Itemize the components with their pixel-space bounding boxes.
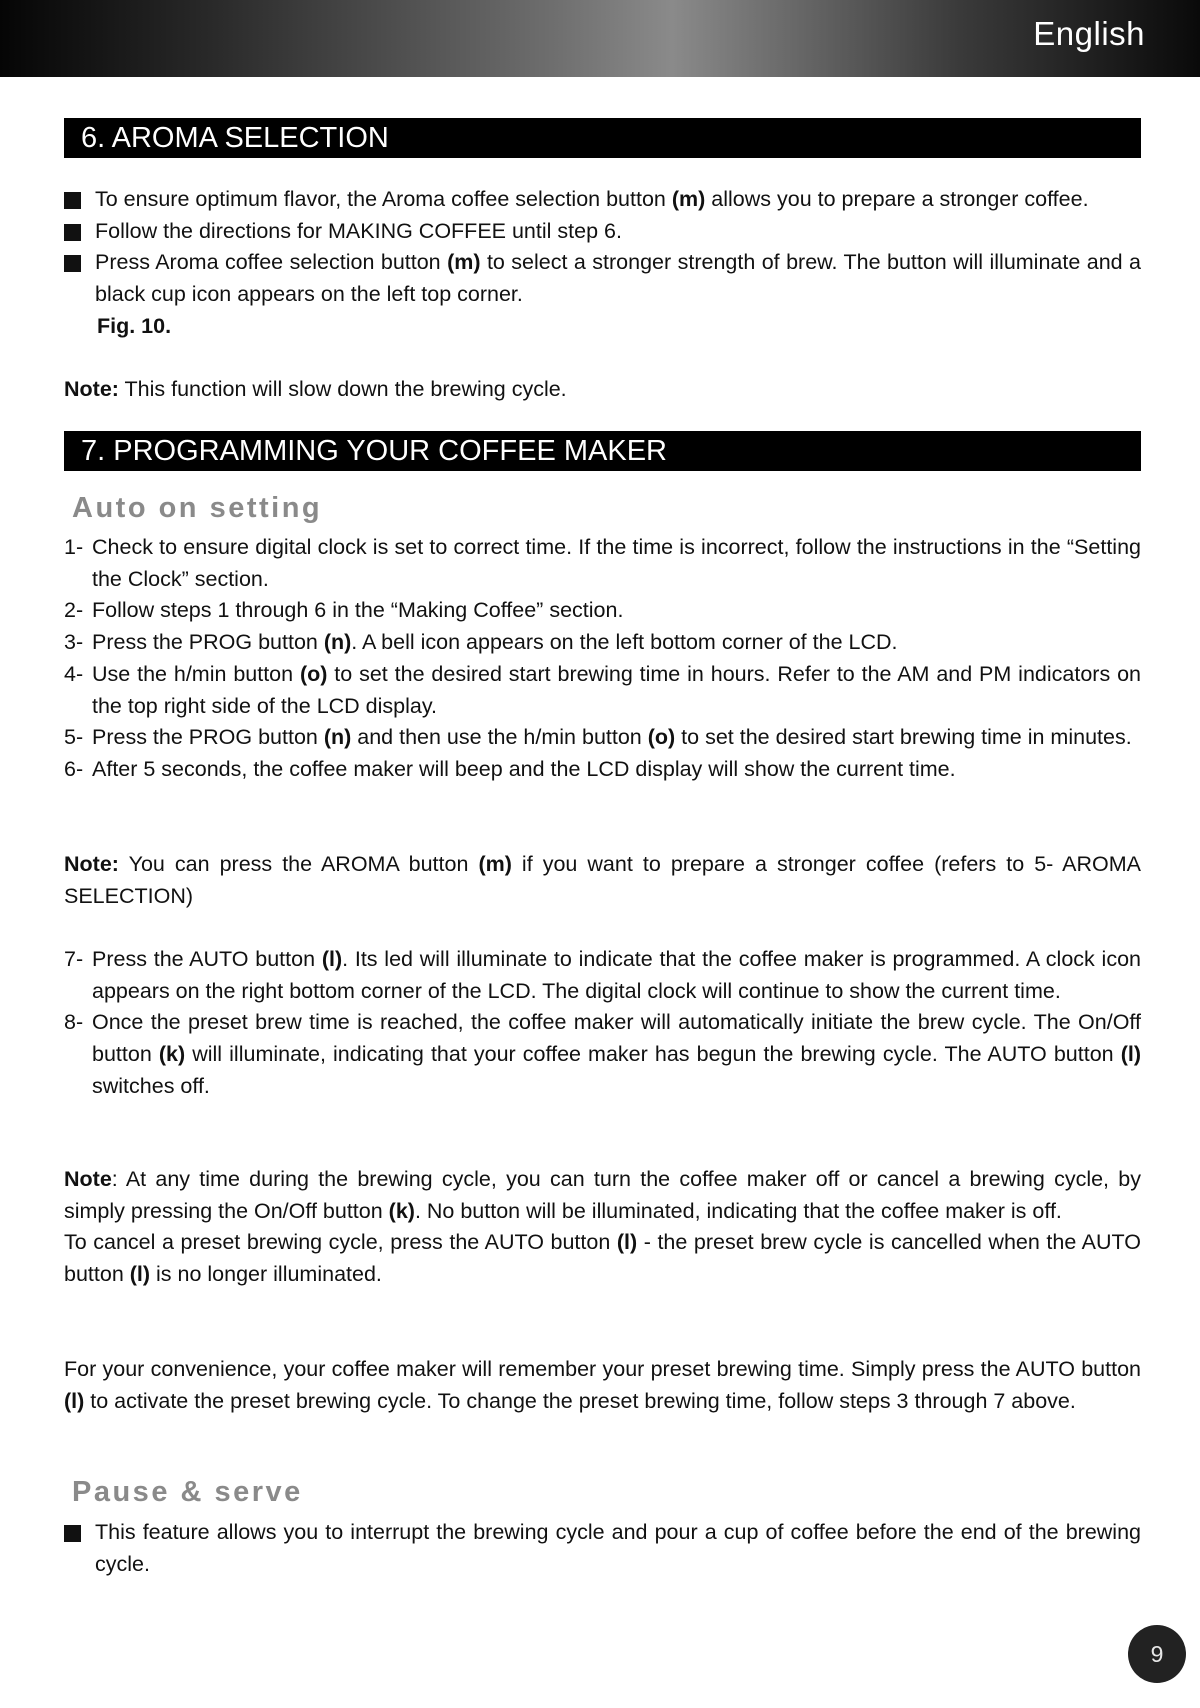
- header-bar: [0, 0, 1200, 77]
- list-item: [64, 184, 1141, 216]
- button-key: (l): [616, 1230, 638, 1255]
- paragraph: [64, 1164, 1141, 1227]
- step-number: 2-: [64, 598, 84, 623]
- cancel-note: [64, 1164, 1141, 1291]
- button-key: (l): [64, 1388, 85, 1413]
- text: . No button will be illuminated, indicating that the coffee maker is off.: [414, 1198, 1062, 1223]
- section-6-body: [64, 184, 1141, 343]
- list-item: [64, 627, 1141, 659]
- text: to set the desired start brewing time in hours. Refer to the AM and PM indicators on the top right side of the LCD display.: [92, 661, 1141, 718]
- step-number: 7-: [64, 947, 84, 971]
- text: To ensure optimum flavor, the Aroma coffee selection button: [95, 187, 672, 211]
- step-number: 8-: [64, 1010, 84, 1035]
- button-key: (m): [447, 250, 481, 275]
- text: Follow steps 1 through 6 in the “Making Coffee” section.: [92, 598, 624, 623]
- button-key: (k): [388, 1198, 415, 1223]
- text: - the preset brew cycle is cancelled when the AUTO button: [64, 1230, 1141, 1287]
- text: is no longer illuminated.: [150, 1262, 382, 1287]
- list-item: [64, 944, 1141, 1007]
- button-key: (o): [299, 661, 328, 686]
- convenience-paragraph: [64, 1354, 1141, 1417]
- text: to set the desired start brewing time in minutes.: [675, 725, 1132, 750]
- list-item: [64, 722, 1141, 754]
- text: will illuminate, indicating that your coffee maker has begun the brewing cycle. The AUTO button: [185, 1042, 1121, 1067]
- list-item: [64, 595, 1141, 627]
- text: and then use the h/min button: [351, 725, 648, 750]
- subheading-pause-serve: Pause & serve: [72, 1476, 303, 1508]
- bullet-square-icon: [64, 255, 81, 272]
- note-label: Note: [64, 1167, 112, 1191]
- figure-reference: Fig. 10.: [97, 313, 172, 338]
- text: Once the preset brew time is reached, the coffee maker will automatically initiate the brew cycle. The On/Off button: [92, 1010, 1141, 1067]
- note-label: Note:: [64, 377, 119, 401]
- bullet-square-icon: [64, 192, 81, 209]
- section-6-note: [64, 374, 1141, 406]
- button-key: (l): [321, 947, 343, 971]
- step-number: 6-: [64, 756, 84, 781]
- text: Press the AUTO button: [92, 947, 322, 971]
- auto-steps-1-6: [64, 532, 1141, 786]
- aroma-note: [64, 849, 1141, 912]
- language-label: English: [1033, 15, 1145, 52]
- button-key: (m): [478, 852, 512, 876]
- text: After 5 seconds, the coffee maker will beep and the LCD display will show the current time.: [92, 756, 956, 781]
- list-item: [64, 1517, 1141, 1580]
- note-text: This function will slow down the brewing cycle.: [118, 377, 567, 401]
- text: This feature allows you to interrupt the brewing cycle and pour a cup of coffee before the end of the brewing cycle.: [95, 1520, 1141, 1576]
- list-item: [64, 247, 1141, 310]
- text: Press the PROG button: [92, 725, 324, 750]
- text: . Its led will illuminate to indicate that the coffee maker is programmed. A clock icon appears on the right bottom corner of the LCD. The digital clock will continue to show the current time.: [92, 947, 1141, 1003]
- bullet-square-icon: [64, 1525, 81, 1542]
- step-number: 1-: [64, 535, 84, 559]
- text: to select a stronger strength of brew. The button will illuminate and a black cup icon appears on the left top corner.: [95, 250, 1141, 307]
- text: : At any time during the brewing cycle, you can turn the coffee maker off or cancel a brewing cycle, by simply pressing the On/Off button: [64, 1167, 1141, 1223]
- pause-body: [64, 1517, 1141, 1580]
- bullet-square-icon: [64, 224, 81, 241]
- button-key: (l): [129, 1262, 151, 1287]
- list-item: [64, 532, 1141, 595]
- section-6-title: 6. AROMA SELECTION: [64, 118, 1141, 158]
- text: Press the PROG button: [92, 630, 324, 655]
- text: Check to ensure digital clock is set to correct time. If the time is incorrect, follow the instructions in the “Setting the Clock” section.: [92, 535, 1141, 591]
- text: Use the h/min button: [92, 661, 300, 686]
- step-number: 4-: [64, 661, 84, 686]
- text: if you want to prepare a stronger coffee (refers to 5- AROMA SELECTION): [64, 852, 1142, 908]
- text: allows you to prepare a stronger coffee.: [705, 187, 1089, 211]
- step-number: 5-: [64, 725, 84, 750]
- paragraph: [64, 1227, 1141, 1290]
- text: For your convenience, your coffee maker will remember your preset brewing time. Simply press the AUTO button: [64, 1357, 1141, 1381]
- text: . A bell icon appears on the left bottom corner of the LCD.: [351, 630, 898, 655]
- text: You can press the AROMA button: [118, 852, 479, 876]
- text: switches off.: [92, 1073, 210, 1098]
- list-item: [64, 1007, 1141, 1102]
- subheading-auto-on-setting: Auto on setting: [72, 492, 323, 524]
- page-number: 9: [1128, 1625, 1186, 1683]
- text: To cancel a preset brewing cycle, press the AUTO button: [64, 1230, 617, 1255]
- button-key: (n): [323, 725, 352, 750]
- list-item: [64, 754, 1141, 786]
- button-key: (l): [1120, 1042, 1141, 1067]
- button-key: (m): [671, 187, 706, 211]
- list-item: [64, 216, 1141, 248]
- note-label: Note:: [64, 852, 119, 876]
- button-key: (n): [323, 630, 352, 655]
- text: Follow the directions for MAKING COFFEE until step 6.: [95, 218, 622, 243]
- step-number: 3-: [64, 630, 84, 655]
- section-7-title: 7. PROGRAMMING YOUR COFFEE MAKER: [64, 431, 1141, 471]
- text: to activate the preset brewing cycle. To change the preset brewing time, follow steps 3 through 7 above.: [84, 1388, 1076, 1413]
- button-key: (o): [647, 725, 676, 750]
- button-key: (k): [158, 1042, 186, 1067]
- list-item: [64, 659, 1141, 722]
- auto-steps-7-8: [64, 944, 1141, 1103]
- text: Press Aroma coffee selection button: [95, 250, 448, 275]
